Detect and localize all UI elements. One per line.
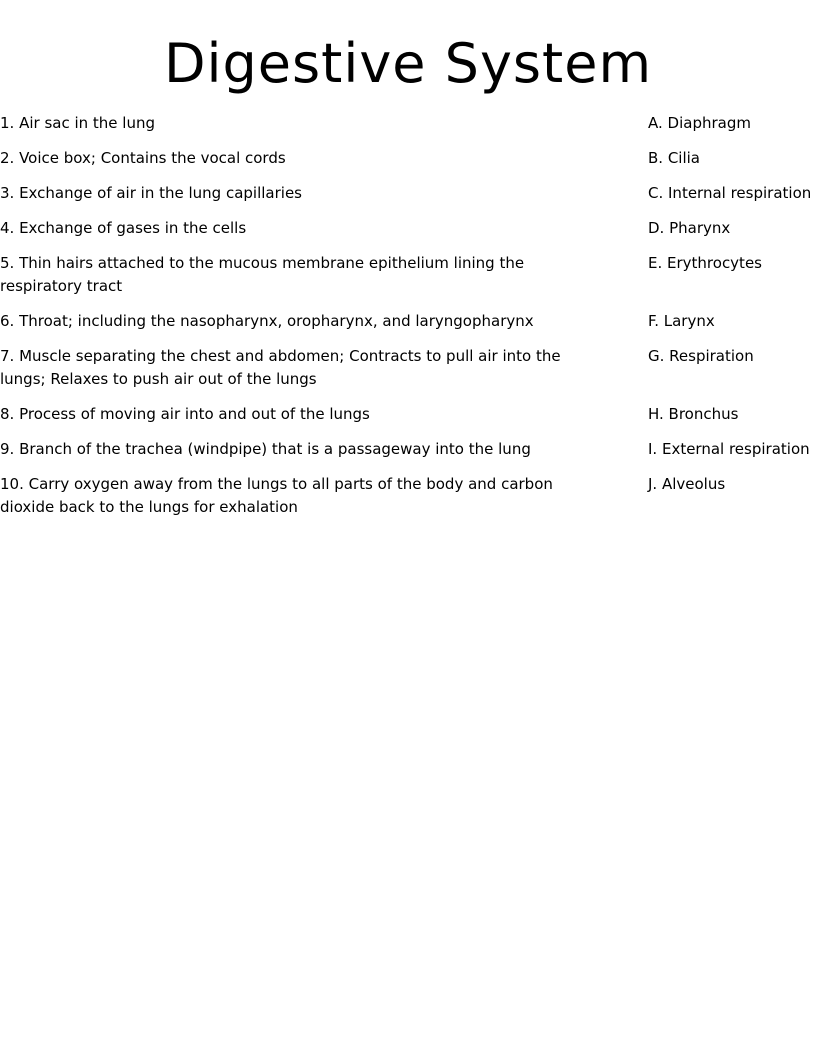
answer-option: A. Diaphragm [648,114,751,132]
matching-row [0,310,816,333]
clue-text: 7. Muscle separating the chest and abdomen; Contracts to pull air into the lungs; Relaxes to push air out of the lungs [0,347,561,388]
matching-row [0,217,816,240]
matching-row [0,252,816,298]
matching-row [0,473,816,519]
clue-text: 6. Throat; including the nasopharynx, oropharynx, and laryngopharynx [0,312,534,330]
matching-row [0,345,816,391]
answer-option: B. Cilia [648,149,700,167]
clue-text: 10. Carry oxygen away from the lungs to all parts of the body and carbon dioxide back to the lungs for exhalation [0,475,553,516]
matching-row [0,182,816,205]
clue-text: 9. Branch of the trachea (windpipe) that is a passageway into the lung [0,440,531,458]
matching-row [0,403,816,426]
matching-row [0,112,816,135]
page-title: Digestive System [163,32,653,95]
clue-text: 3. Exchange of air in the lung capillaries [0,184,302,202]
answer-option: E. Erythrocytes [648,254,762,272]
answer-option: I. External respiration [648,440,810,458]
clue-text: 4. Exchange of gases in the cells [0,219,247,237]
answer-option: C. Internal respiration [648,184,812,202]
clue-text: 1. Air sac in the lung [0,114,155,132]
answer-option: G. Respiration [648,347,754,365]
matching-row [0,147,816,170]
answer-option: F. Larynx [648,312,715,330]
answer-option: J. Alveolus [648,475,726,493]
matching-row [0,438,816,461]
clue-text: 2. Voice box; Contains the vocal cords [0,149,286,167]
matching-list [0,112,816,531]
answer-option: H. Bronchus [648,405,739,423]
clue-text: 5. Thin hairs attached to the mucous membrane epithelium lining the respiratory tract [0,254,525,295]
answer-option: D. Pharynx [648,219,731,237]
clue-text: 8. Process of moving air into and out of the lungs [0,405,370,423]
